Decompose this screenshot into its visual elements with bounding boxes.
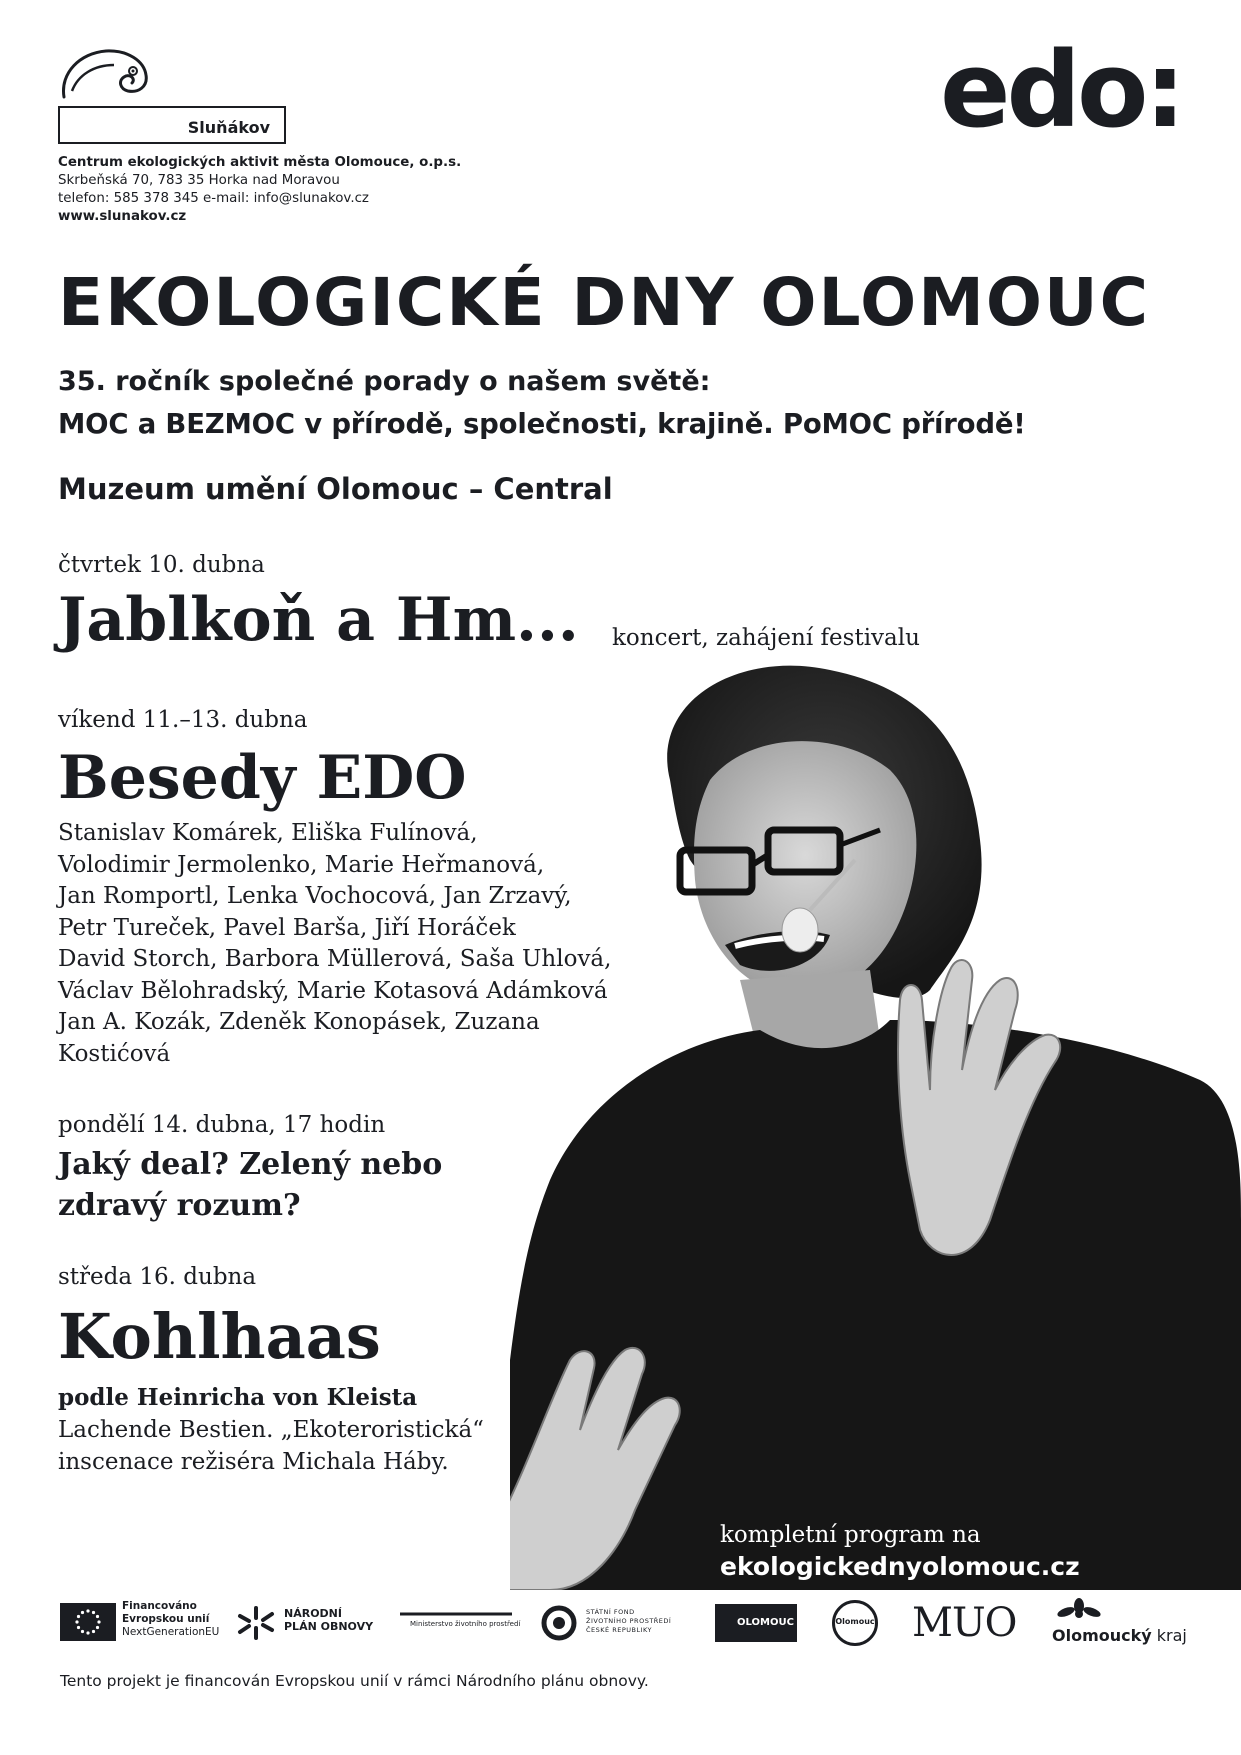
speakers-line: Jan Romportl, Lenka Vochocová, Jan Zrzavý, <box>58 883 572 909</box>
program-url[interactable]: ekologickednyolomouc.cz <box>720 1552 1080 1581</box>
speakers-line: Kostićová <box>58 1040 171 1067</box>
footer-note: Tento projekt je financován Evropskou unií v rámci Národního plánu obnovy. <box>60 1672 649 1690</box>
sfzp-line: ŽIVOTNÍHO PROSTŘEDÍ <box>586 1617 672 1625</box>
event-title-1: Jablkoň a Hm... <box>58 585 579 655</box>
org-name: Centrum ekologických aktivit města Olomouce, o.p.s. <box>58 155 462 170</box>
speakers-line: Petr Tureček, Pavel Barša, Jiří Horáček <box>58 914 516 941</box>
slunakov-chameleon-logo <box>58 45 158 107</box>
seal-label: Olomouc <box>835 1617 875 1626</box>
page-title: EKOLOGICKÉ DNY OLOMOUC <box>58 264 1151 341</box>
npo-line: NÁRODNÍ <box>284 1607 342 1620</box>
kraj-bold: Olomoucký <box>1052 1626 1152 1645</box>
sfzp-logo-text <box>586 1608 671 1635</box>
event-date-2: víkend 11.–13. dubna <box>58 707 308 733</box>
sfzp-line: STÁTNÍ FOND <box>586 1608 635 1616</box>
event-date-4: středa 16. dubna <box>58 1264 257 1290</box>
olomouc-city-logo <box>715 1604 797 1642</box>
venue: Muzeum umění Olomouc – Central <box>58 472 613 506</box>
event-note-1: koncert, zahájení festivalu <box>612 625 920 651</box>
npo-star-icon <box>236 1604 276 1642</box>
event-title-3 <box>58 1144 442 1226</box>
eu-line: Evropskou unií <box>122 1613 210 1625</box>
olomouc-seal-logo <box>832 1600 878 1646</box>
speakers-line: David Storch, Barbora Müllerová, Saša Uhlová, <box>58 946 612 972</box>
eu-line: NextGenerationEU <box>122 1626 220 1638</box>
speakers-line: Stanislav Komárek, Eliška Fulínová, <box>58 820 478 846</box>
program-label: kompletní program na <box>720 1522 981 1548</box>
event-title-2: Besedy EDO <box>58 743 467 813</box>
event-description-4 <box>58 1414 484 1478</box>
subtitle-line-2: MOC a BEZMOC v přírodě, společnosti, krajině. PoMOC přírodě! <box>58 408 1026 440</box>
npo-line: PLÁN OBNOVY <box>284 1620 374 1633</box>
eu-line: Financováno <box>122 1600 197 1612</box>
mzp-logo-text: Ministerstvo životního prostředí <box>410 1620 521 1628</box>
event-title-4: Kohlhaas <box>58 1300 381 1373</box>
edo-logo: edo: <box>940 29 1183 151</box>
speaker-photo <box>510 660 1241 1590</box>
org-contact: telefon: 585 378 345 e-mail: info@slunakov.cz <box>58 191 369 206</box>
event-date-3: pondělí 14. dubna, 17 hodin <box>58 1112 386 1138</box>
subtitle-line-1: 35. ročník společné porady o našem světě: <box>58 366 711 397</box>
org-website[interactable]: www.slunakov.cz <box>58 209 187 224</box>
speakers-list <box>58 818 658 1070</box>
event-title-3-line: Jaký deal? Zelený nebo <box>58 1147 443 1182</box>
event-description-line: inscenace režiséra Michala Háby. <box>58 1449 449 1475</box>
sfzp-circle-icon <box>540 1604 578 1642</box>
speakers-line: Volodimir Jermolenko, Marie Heřmanová, <box>58 851 545 878</box>
org-address: Skrbeňská 70, 783 35 Horka nad Moravou <box>58 173 340 188</box>
event-title-3-line: zdravý rozum? <box>58 1188 301 1223</box>
event-description-line: Lachende Bestien. „Ekoteroristická“ <box>58 1417 484 1443</box>
event-subtitle-4: podle Heinricha von Kleista <box>58 1384 418 1411</box>
speakers-line: Jan A. Kozák, Zdeněk Konopásek, Zuzana <box>58 1009 540 1035</box>
sfzp-line: ČESKÉ REPUBLIKY <box>586 1626 653 1634</box>
slunakov-wordmark: Sluňákov <box>58 106 286 144</box>
event-date-1: čtvrtek 10. dubna <box>58 552 265 578</box>
muo-logo: MUO <box>912 1600 1017 1646</box>
kraj-light: kraj <box>1156 1626 1187 1645</box>
kraj-logo-text <box>1052 1626 1187 1645</box>
olomouc-city-label: OLOMOUC <box>737 1617 794 1628</box>
eu-funding-text <box>122 1600 219 1639</box>
eu-flag-icon <box>60 1603 116 1641</box>
npo-logo-text <box>284 1607 373 1633</box>
speakers-line: Václav Bělohradský, Marie Kotasová Adámková <box>58 977 608 1004</box>
